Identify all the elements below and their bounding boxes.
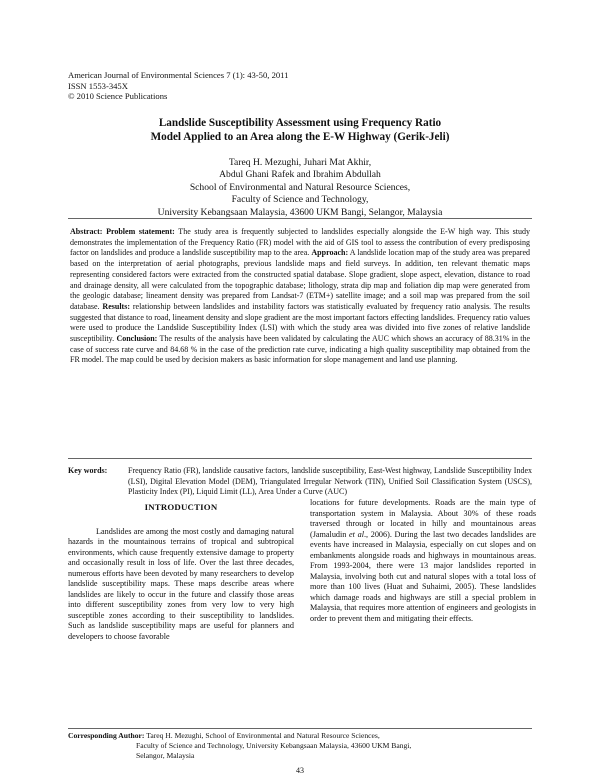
- left-column: [68, 502, 294, 642]
- problem-statement-text: The study area is frequently subjected to landslides especially alongside the E-W high way. This study demonstrates the implementation of the Frequency Ratio (FR) model with the aid of GIS tool to assess the contribution of every predisposing factor on landslides and produce a landslide susceptibility map to the area.: [70, 227, 531, 258]
- keywords: [68, 466, 532, 498]
- corresponding-author-line-1: Tareq H. Mezughi, School of Environmental and Natural Resource Sciences,: [144, 731, 380, 740]
- problem-statement-label: Problem statement:: [106, 227, 175, 236]
- journal-copyright: © 2010 Science Publications: [68, 91, 168, 102]
- intro-paragraph-left: Landslides are among the most costly and damaging natural hazards in the mountainous terrains of tropical and subtropical environments, which cause frequently extensive damage to property and occasionally result in loss of life. Over the last three decades, numerous efforts have been devoted by many researchers to develop landslide susceptibility maps. These maps describe areas where landslides are likely to occur in the future and classify those areas into different susceptibility zones from very low to very high susceptible zones according to their susceptibility to landslides. Such as landslide susceptibility maps are useful for planners and developers to choose favorable: [68, 526, 294, 641]
- intro-paragraph-right: [310, 498, 536, 624]
- intro-right-italic: et al: [349, 529, 364, 539]
- corresponding-author-line-3: Selangor, Malaysia: [136, 750, 195, 760]
- affiliation-line-1: School of Environmental and Natural Resource Sciences,: [189, 181, 411, 193]
- intro-right-text-b: ., 2006). During the last two decades landslides are events have increased in Malaysia, especially on cut slopes and on embankments alongside roads and highways in mountainous areas. From 1993-2004, there were 13 major landslides reported in Malaysia, involving both cut and natural slopes with a total loss of more than 100 lives (Huat and Suhaimi, 2005). These landslides which damage roads and highways are still a special problem in Malaysia, that requires more attention of engineers and geologists in order to prevent them and mitigating their effects.: [310, 529, 536, 623]
- authors-line-2: Abdul Ghani Rafek and Ibrahim Abdullah: [219, 169, 381, 181]
- results-text: relationship between landslides and instability factors was statistically evaluated by frequency ratio analysis. The results suggested that distance to road, lineament density and slope gradient are the most important factors effecting landslides. Frequency ratio values were used to produce the Landslide Susceptibility Index (LSI) with which the study area was divided into five zones of relative landslide susceptibility.: [70, 301, 530, 344]
- affiliation-line-3: University Kebangsaan Malaysia, 43600 UKM Bangi, Selangor, Malaysia: [157, 206, 443, 218]
- journal-info: [68, 70, 288, 102]
- abstract-box: [68, 218, 532, 459]
- corresponding-author-label: Corresponding Author:: [68, 731, 145, 740]
- affiliation-line-2: Faculty of Science and Technology,: [231, 194, 369, 206]
- abstract-label: Abstract:: [70, 227, 103, 236]
- authors-line-1: Tareq H. Mezughi, Juhari Mat Akhir,: [228, 157, 372, 168]
- keywords-text: Frequency Ratio (FR), landslide causative factors, landslide susceptibility, East-West highway, Landslide Susceptibility Index (LSI), Digital Elevation Model (DEM), Triangulated Irregular Network (TIN), Unified Soil Classification System (USCS), Plasticity Index (PI), Liquid Limit (LL), Area Under a Curve (AUC): [128, 466, 532, 496]
- corresponding-author: [68, 728, 532, 760]
- abstract: [70, 227, 530, 366]
- title-line-2: Model Applied to an Area along the E-W Highway (Gerik-Jeli): [150, 130, 450, 143]
- conclusion-text: The results of the analysis have been validated by calculating the AUC which shows an accuracy of 88.31% in the case of success rate curve and 84.68 % in the case of the prediction rate curve, indicating a high quality susceptibility map obtained from the FR model. The map could be used by decision makers as basic information for slope management and land use planning.: [70, 334, 531, 365]
- paper-title: [70, 117, 530, 144]
- approach-label: Approach:: [311, 248, 349, 258]
- title-line-1: Landslide Susceptibility Assessment using Frequency Ratio: [158, 117, 442, 129]
- page-number: 43: [296, 766, 304, 775]
- corresponding-author-line-2: Faculty of Science and Technology, University Kebangsaan Malaysia, 43600 UKM Bangi,: [136, 740, 412, 750]
- journal-issn: ISSN 1553-345X: [68, 80, 128, 91]
- conclusion-label: Conclusion:: [116, 334, 158, 344]
- section-heading-introduction: INTRODUCTION: [144, 502, 218, 512]
- right-column: [310, 498, 536, 624]
- keywords-label: Key words:: [68, 466, 108, 475]
- results-label: Results:: [102, 301, 130, 311]
- approach-text: A landslide location map of the study area was prepared based on the interpretation of aerial photographs, previous landslide maps and field surveys. In addition, ten relevant thematic maps representing considered factors were extracted from the constructed spatial database. Slope gradient, slope aspect, elevation, distance to road and drainage density, all were calculated from the topographic database; lithology, strata dip map and foliation dip map were generated from the geologic database; lineament density was prepared from Landsat-7 (ETM+) satellite image; and a soil map was prepared from the soil database.: [70, 248, 530, 311]
- journal-citation: American Journal of Environmental Sciences 7 (1): 43-50, 2011: [68, 70, 289, 80]
- author-block: [70, 157, 530, 219]
- intro-right-text-a: locations for future developments. Roads are the main type of transportation system in Malaysia. About 30% of these roads traversed through or located in hilly and mountainous areas (Jamaludin: [310, 498, 536, 539]
